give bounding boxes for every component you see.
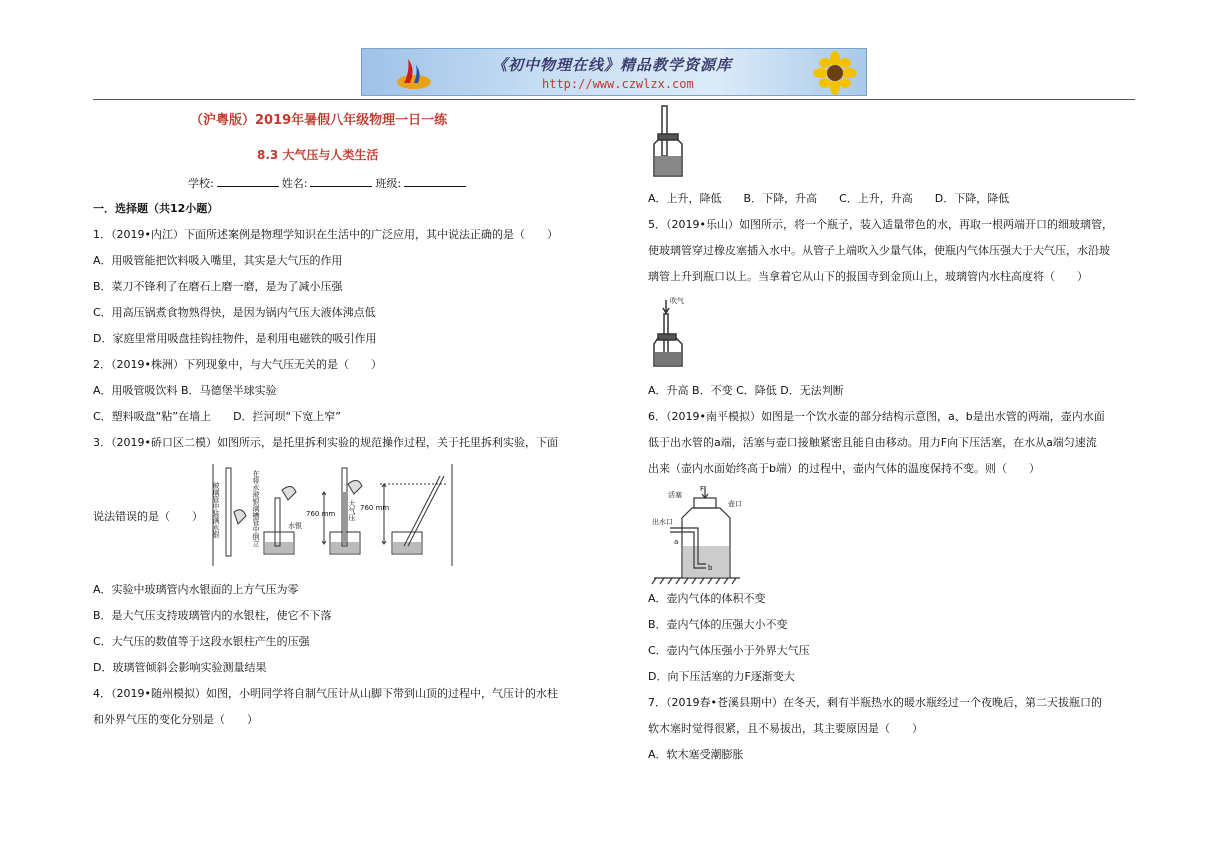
bottle-figure-q5 <box>648 294 692 370</box>
question-6: 6．（2019•南平模拟）如图是一个饮水壶的部分结构示意图，a、b是出水管的两端，壶内水面 <box>648 410 1105 423</box>
q6-option-c: C．壶内气体压强小于外界大气压 <box>648 644 810 657</box>
q6-option-b: B．壶内气体的压强大小不变 <box>648 618 788 631</box>
fig3-label-tube: 玻璃管中装满水银 <box>212 482 220 538</box>
q5-fig-label: 吹气 <box>670 297 684 305</box>
fig3-label-760b: 760 mm <box>360 504 390 512</box>
school-field[interactable] <box>217 176 279 187</box>
q6-fig-mouth: 壶口 <box>728 500 742 508</box>
q3-option-d: D．玻璃管倾斜会影响实验测量结果 <box>93 661 267 674</box>
question-4: 4．（2019•随州模拟）如图，小明同学将自制气压计从山脚下带到山顶的过程中，气压计的水柱 <box>93 687 558 700</box>
question-5-line2: 使玻璃管穿过橡皮塞插入水中。从管子上端吹入少量气体，使瓶内气体压强大于大气压，水沿玻 <box>648 244 1110 257</box>
barometer-figure-q4 <box>648 104 688 180</box>
question-6-line3: 出来（壶内水面始终高于b端）的过程中，壶内气体的温度保持不变。则（ ） <box>648 462 1040 475</box>
q1-option-a: A．用吸管能把饮料吸入嘴里，其实是大气压的作用 <box>93 254 343 267</box>
school-label: 学校: <box>188 177 214 190</box>
q1-option-b: B．菜刀不锋利了在磨石上磨一磨，是为了减小压强 <box>93 280 343 293</box>
document-title: （沪粤版）2019年暑假八年级物理一日一练 <box>190 113 448 128</box>
question-1: 1．（2019•内江）下面所述案例是物理学知识在生活中的广泛应用，其中说法正确的是（ ） <box>93 228 558 241</box>
question-7-line2: 软木塞时觉得很紧，且不易拔出，其主要原因是（ ） <box>648 722 923 735</box>
q2-options-ab: A．用吸管吸饮料 B．马德堡半球实验 <box>93 384 277 397</box>
q6-fig-piston: 活塞 <box>668 491 682 499</box>
q5-options: A．升高 B．不变 C．降低 D．无法判断 <box>648 384 844 397</box>
site-logo-icon <box>394 55 434 91</box>
q7-option-a: A．软木塞受潮膨胀 <box>648 748 744 761</box>
name-label: 姓名: <box>281 177 308 190</box>
fig3-label-invert: 在将水玻银璃槽管中倒立 <box>252 470 260 547</box>
section-heading: 一．选择题（共12小题） <box>93 202 219 215</box>
q4-options: A．上升，降低 B．下降，升高 C．上升，升高 D．下降，降低 <box>648 192 1010 205</box>
q2-options-cd: C．塑料吸盘“粘”在墙上 D．拦河坝“下宽上窄” <box>93 410 341 423</box>
sunflower-icon <box>810 51 860 95</box>
question-6-line2: 低于出水管的a端，活塞与壶口接触紧密且能自由移动。用力F向下压活塞，在水从a端匀速流 <box>648 436 1097 449</box>
q1-option-c: C．用高压锅煮食物熟得快，是因为锅内气压大液体沸点低 <box>93 306 376 319</box>
fig3-label-mercury: 水银 <box>288 522 302 530</box>
q6-fig-force: F <box>700 485 705 493</box>
q3-option-a: A．实验中玻璃管内水银面的上方气压为零 <box>93 583 299 596</box>
name-field[interactable] <box>310 176 372 187</box>
q6-option-a: A．壶内气体的体积不变 <box>648 592 766 605</box>
q1-option-d: D．家庭里常用吸盘挂钩挂物件，是利用电磁铁的吸引作用 <box>93 332 377 345</box>
question-7: 7．（2019春•苍溪县期中）在冬天，剩有半瓶热水的暖水瓶经过一个夜晚后，第二天拔瓶口的 <box>648 696 1102 709</box>
fig3-label-air: 大气压 <box>348 500 356 521</box>
question-4-continued: 和外界气压的变化分别是（ ） <box>93 713 258 726</box>
question-5: 5．（2019•乐山）如图所示，将一个瓶子，装入适量带色的水，再取一根两端开口的细玻璃管， <box>648 218 1113 231</box>
info-line <box>188 176 469 191</box>
banner-url[interactable]: http://www.czwlzx.com <box>542 77 694 91</box>
q3-option-c: C．大气压的数值等于这段水银柱产生的压强 <box>93 635 310 648</box>
fig3-label-760a: 760 mm <box>306 510 336 518</box>
q6-fig-b: b <box>708 564 713 572</box>
question-2: 2．（2019•株洲）下列现象中，与大气压无关的是（ ） <box>93 358 382 371</box>
class-label: 班级: <box>375 177 402 190</box>
q6-option-d: D．向下压活塞的力F逐渐变大 <box>648 670 795 683</box>
class-field[interactable] <box>404 176 466 187</box>
document-subtitle: 8.3 大气压与人类生活 <box>257 148 379 162</box>
torricelli-experiment-figure <box>212 462 454 568</box>
q6-fig-a: a <box>674 538 679 546</box>
question-5-line3: 璃管上升到瓶口以上。当拿着它从山下的报国寺到金顶山上，玻璃管内水柱高度将（ ） <box>648 270 1088 283</box>
q3-option-b: B．是大气压支持玻璃管内的水银柱，使它不下落 <box>93 609 332 622</box>
header-banner <box>361 48 867 96</box>
question-3: 3．（2019•硚口区二模）如图所示，是托里拆利实验的规范操作过程，关于托里拆利实验，下面 <box>93 436 558 449</box>
question-3-continued: 说法错误的是（ ） <box>93 510 203 523</box>
header-rule <box>93 99 1135 100</box>
banner-title: 《初中物理在线》精品教学资源库 <box>492 56 733 74</box>
q6-fig-outlet: 出水口 <box>652 518 673 526</box>
kettle-figure-q6 <box>648 484 744 588</box>
